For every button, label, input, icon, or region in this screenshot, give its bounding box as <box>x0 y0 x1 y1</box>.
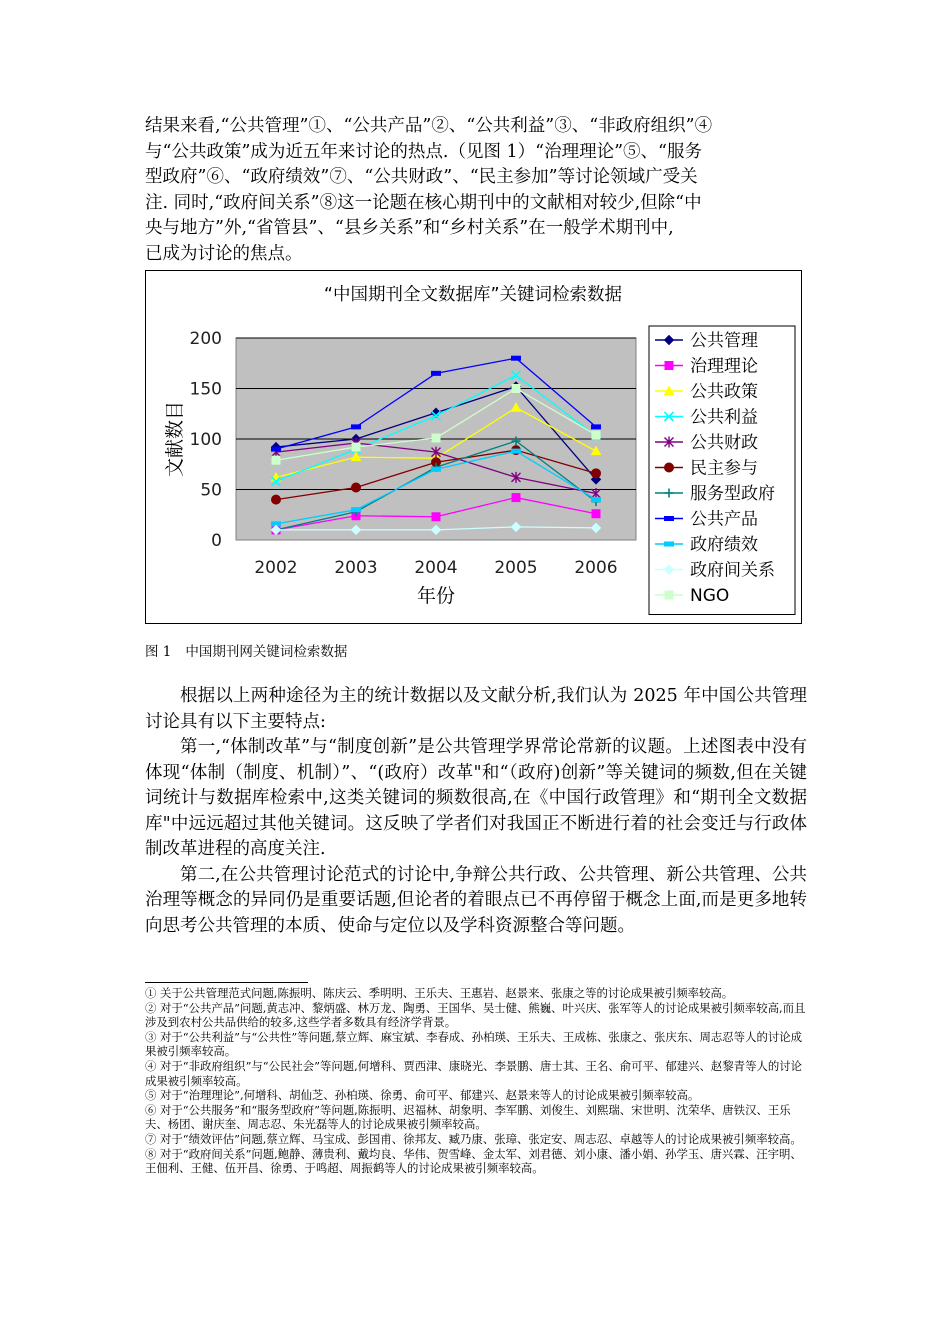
footnote: ⑤ 对于“治理理论”,何增科、胡仙芝、孙柏瑛、徐勇、俞可平、郁建兴、赵景来等人的讨论成果被引频率较高。 <box>145 1088 700 1103</box>
x-tick-label: 2004 <box>414 558 458 578</box>
chart-title: “中国期刊全文数据库”关键词检索数据 <box>323 285 623 305</box>
y-tick-label: 200 <box>189 329 222 349</box>
data-point <box>592 498 601 502</box>
y-tick-label: 100 <box>189 430 222 450</box>
data-point <box>592 425 601 429</box>
footnotes <box>145 986 810 1176</box>
footnote: ② 对于“公共产品”问题,黄志冲、黎炳盛、林万龙、陶勇、王国华、吴士健、熊巍、叶兴庆、张军等人的讨论成果被引频率较高,而且涉及到农村公共品供给的较多,这些学者多数具有经济学背景。 <box>145 1000 806 1030</box>
intro-line: 注. 同时,“政府间关系”⑧这一论题在核心期刊中的文献相对较少,但除“中 <box>145 192 702 213</box>
data-point <box>352 508 361 512</box>
data-point <box>512 356 521 360</box>
y-tick-label: 150 <box>189 379 222 400</box>
footnote: ③ 对于“公共利益”与“公共性”等问题,蔡立辉、麻宝斌、李春成、孙柏瑛、王乐夫、王成栋、张康之、张庆东、周志忍等人的讨论成果被引频率较高。 <box>145 1029 803 1059</box>
legend-marker <box>665 463 674 472</box>
legend-label: 公共管理 <box>690 331 758 351</box>
data-point <box>432 371 441 375</box>
x-tick-label: 2005 <box>494 558 538 578</box>
legend-label: 公共财政 <box>690 433 758 453</box>
data-point <box>432 513 440 521</box>
body-paragraph: 第一,“体制改革”与“制度创新”是公共管理学界常论常新的议题。上述图表中没有体现“体制（制度、机制）”、“(政府）改革"和“（政府)创新”等关键词的频数,但在关键词统计与数据库检索中,这类关键词的频数很高,在《中国行政管理》和“期刊全文数据库"中远远超过其他关键词。这反映了学者们对我国正不断进行着的社会变迁与行政体制改革进程的高度关注. <box>145 737 807 859</box>
legend-marker <box>665 517 674 521</box>
data-point <box>272 447 281 451</box>
intro-line: 央与地方”外,“省管县”、“县乡关系”和“乡村关系”在一般学术期刊中, <box>145 218 674 238</box>
body-paragraph: 第二,在公共管理讨论范式的讨论中,争辩公共行政、公共管理、新公共管理、公共治理等概念的异同仍是重要话题,但论者的着眼点已不再停留于概念上面,而是更多地转向思考公共管理的本质、使命与定位以及学科资源整合等问题。 <box>145 864 807 936</box>
y-tick-label: 0 <box>211 531 222 551</box>
footnote: ① 关于公共管理范式问题,陈振明、陈庆云、季明明、王乐夫、王惠岩、赵景来、张康之等的讨论成果被引频率较高。 <box>145 986 734 1000</box>
footnote: ⑦ 对于“绩效评估”问题,蔡立辉、马宝成、彭国甫、徐邦友、臧乃康、张璋、张定安、周志忍、卓越等人的讨论成果被引频率较高。 <box>145 1131 802 1146</box>
data-point <box>352 483 361 492</box>
legend-label: 政府绩效 <box>690 535 758 555</box>
legend-marker <box>665 591 673 599</box>
footnote: ④ 对于“非政府组织”与“公民社会”等问题,何增科、贾西津、康晓光、李景鹏、唐士其、王名、俞可平、郁建兴、赵黎青等人的讨论成果被引频率较高。 <box>145 1058 803 1088</box>
figure-caption <box>145 640 361 660</box>
data-point <box>432 434 440 442</box>
footnote: ⑥ 对于“公共服务”和“服务型政府”等问题,陈振明、迟福林、胡象明、李军鹏、刘俊生、刘熙瑞、宋世明、沈荣华、唐铁汉、王乐夫、杨团、谢庆奎、周志忍、朱光磊等人的讨论成果被引频率较高。 <box>145 1102 791 1132</box>
body-text <box>145 684 807 939</box>
legend-label: 公共政策 <box>690 382 758 402</box>
legend-marker <box>665 362 673 370</box>
data-point <box>352 425 361 429</box>
legend-label: 公共产品 <box>690 509 758 530</box>
x-tick-label: 2006 <box>574 558 618 578</box>
footnote: ⑧ 对于“政府间关系”问题,鲍静、薄贵利、戴均良、华伟、贺雪峰、金太军、刘君德、刘小康、潘小娟、孙学玉、唐兴霖、汪宇明、王佃利、王健、伍开昌、徐勇、于鸣超、周振鹤等人的讨论成果被引频率较高。 <box>145 1146 802 1176</box>
legend-label: 政府间关系 <box>690 560 775 581</box>
keyword-chart <box>145 270 802 624</box>
footnote-divider <box>145 982 308 983</box>
data-point <box>512 449 521 453</box>
figure-caption-text: 中国期刊网关键词检索数据 <box>185 644 348 660</box>
legend-label: 服务型政府 <box>690 484 775 504</box>
data-point <box>272 456 280 464</box>
data-point <box>592 469 601 478</box>
intro-paragraph <box>145 114 807 267</box>
x-tick-label: 2002 <box>254 558 298 578</box>
plot-area <box>190 329 636 578</box>
data-point <box>592 510 600 518</box>
body-paragraph: 根据以上两种途径为主的统计数据以及文献分析,我们认为 2025 年中国公共管理讨论具有以下主要特点: <box>145 686 807 732</box>
figure-number: 图 1 <box>145 644 172 660</box>
legend-label: NGO <box>690 586 730 606</box>
data-point <box>352 443 360 451</box>
x-axis-label: 年份 <box>416 585 456 607</box>
legend-marker <box>665 542 674 546</box>
data-point <box>512 385 520 393</box>
legend-label: 治理理论 <box>690 356 758 377</box>
intro-line: 与“公共政策”成为近五年来讨论的热点.（见图 1）“治理理论”⑤、“服务 <box>145 141 702 162</box>
x-tick-label: 2003 <box>334 558 378 578</box>
legend-label: 民主参与 <box>690 458 758 479</box>
y-tick-label: 50 <box>200 480 222 501</box>
data-point <box>272 495 281 504</box>
chart-svg <box>146 271 801 623</box>
chart-legend <box>649 326 795 615</box>
y-axis-label: 文献数目 <box>164 400 186 478</box>
legend-label: 公共利益 <box>690 407 758 428</box>
data-point <box>432 467 441 471</box>
data-point <box>512 494 520 502</box>
intro-line: 已成为讨论的焦点。 <box>145 243 303 264</box>
intro-line: 型政府”⑥、“政府绩效”⑦、“公共财政”、“民主参加”等讨论领域广受关 <box>145 167 698 187</box>
intro-line: 结果来看,“公共管理”①、“公共产品”②、“公共利益”③、“非政府组织”④ <box>145 116 713 136</box>
data-point <box>592 431 600 439</box>
